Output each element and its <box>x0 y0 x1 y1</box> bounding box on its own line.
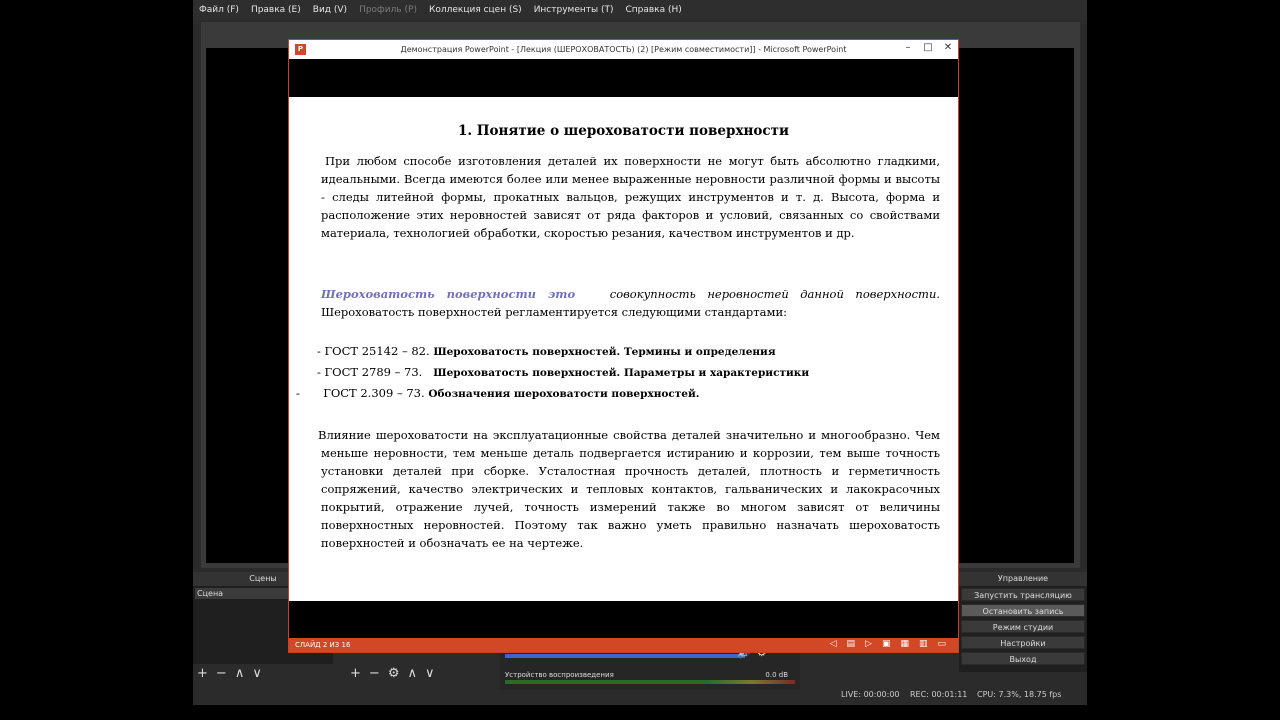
scenes-dock-title: Сцены <box>193 572 333 586</box>
slide-letterbox-bottom <box>289 601 958 638</box>
gost-number: ГОСТ 2.309 – 73. <box>323 386 425 400</box>
menu-scene-collection[interactable]: Коллекция сцен (S) <box>428 5 522 15</box>
paragraph-intro: При любом способе изготовления деталей их поверхности не могут быть абсолютно гладкими, идеальными. Всегда имеются более или менее выраженные неровности различной формы и высоты - следы литейной формы, прокатных вальцов, режущих инструментов и т. д. Высота, форма и расположение этих неровностей зависят от ряда факторов и условий, связанных со свойствами материала, технологией обработки, скоростью резания, качеством инструментов и др. <box>321 154 940 240</box>
paragraph-definition <box>321 285 940 321</box>
scene-list-item[interactable]: Сцена <box>195 588 331 599</box>
ppt-window-title: Демонстрация PowerPoint - [Лекция (ШЕРОХОВАТОСТЬ) (2) [Режим совместимости]] - Microsoft PowerPoint <box>400 45 847 54</box>
menu-tools[interactable]: Инструменты (T) <box>533 5 614 15</box>
slide-counter: СЛАЙД 2 ИЗ 16 <box>295 641 351 649</box>
slide-title: 1. Понятие о шероховатости поверхности <box>458 123 789 139</box>
gost-name: Шероховатость поверхностей. Параметры и характеристики <box>433 367 810 379</box>
volume-slider[interactable] <box>505 654 745 658</box>
audio-meter <box>505 680 795 684</box>
controls-dock <box>959 572 1087 672</box>
close-icon[interactable]: ✕ <box>943 42 953 53</box>
studio-mode-button[interactable]: Режим студии <box>961 620 1085 633</box>
powerpoint-window <box>288 39 959 653</box>
normal-view-icon[interactable]: ▣ <box>881 639 891 649</box>
exit-button[interactable]: Выход <box>961 652 1085 665</box>
minus-icon[interactable]: − <box>215 666 227 681</box>
slide-letterbox-top <box>289 59 958 97</box>
powerpoint-icon: P <box>295 44 306 55</box>
scenes-toolbar <box>197 666 262 681</box>
gost-item <box>317 365 809 379</box>
term-roughness: Шероховатость поверхности это <box>321 287 576 301</box>
cpu-fps: CPU: 7.3%, 18.75 fps <box>977 690 1062 699</box>
chevron-up-icon[interactable]: ∧ <box>234 666 245 681</box>
notes-icon[interactable]: ▤ <box>846 639 856 649</box>
menu-edit[interactable]: Правка (E) <box>250 5 301 15</box>
ppt-statusbar <box>289 638 958 652</box>
menu-file[interactable]: Файл (F) <box>199 5 239 15</box>
rec-time: REC: 00:01:11 <box>910 690 968 699</box>
obs-statusbar <box>193 688 1087 702</box>
sources-toolbar <box>350 666 435 681</box>
stop-recording-button[interactable]: Остановить запись <box>961 604 1085 617</box>
controls-dock-title: Управление <box>959 572 1087 586</box>
slideshow-icon[interactable]: ▭ <box>937 639 946 649</box>
gost-number: - ГОСТ 2789 – 73. <box>317 365 423 379</box>
menu-view[interactable]: Вид (V) <box>312 5 348 15</box>
term-definition: совокупность неровностей данной поверхности. <box>609 287 941 301</box>
ppt-titlebar <box>289 40 958 59</box>
minimize-icon[interactable]: – <box>905 42 911 53</box>
gost-item <box>317 344 776 358</box>
menu-profile[interactable]: Профиль (P) <box>359 5 417 15</box>
obs-menubar <box>193 0 1087 20</box>
gear-icon[interactable]: ⚙ <box>387 666 400 681</box>
minus-icon[interactable]: − <box>368 666 380 681</box>
menu-help[interactable]: Справка (H) <box>625 5 682 15</box>
gost-number: - ГОСТ 25142 – 82. <box>317 344 430 358</box>
maximize-icon[interactable]: □ <box>923 42 933 53</box>
definition-rest: Шероховатость поверхностей регламентируется следующими стандартами: <box>321 305 787 319</box>
slide[interactable] <box>289 97 958 601</box>
plus-icon[interactable]: + <box>350 666 361 681</box>
gost-name: Обозначения шероховатости поверхностей. <box>428 388 700 400</box>
live-time: LIVE: 00:00:00 <box>841 690 900 699</box>
mixer-db-value: 0.0 dB <box>765 671 788 679</box>
chevron-up-icon[interactable]: ∧ <box>407 666 417 681</box>
gost-name: Шероховатость поверхностей. Термины и определения <box>433 346 776 358</box>
reading-view-icon[interactable]: ▥ <box>918 639 928 649</box>
slide-sorter-icon[interactable]: ▦ <box>900 639 909 649</box>
mixer-device-label: Устройство воспроизведения <box>505 671 614 679</box>
gost-item <box>296 386 699 400</box>
slideshow-controls <box>830 639 946 649</box>
gost-dash: - <box>296 386 300 400</box>
next-slide-icon[interactable]: ▷ <box>865 639 872 649</box>
chevron-down-icon[interactable]: ∨ <box>424 666 435 681</box>
previous-slide-icon[interactable]: ◁ <box>829 639 837 649</box>
start-streaming-button[interactable]: Запустить трансляцию <box>961 588 1085 601</box>
settings-button[interactable]: Настройки <box>961 636 1085 649</box>
plus-icon[interactable]: + <box>197 666 208 681</box>
chevron-down-icon[interactable]: ∨ <box>252 666 262 681</box>
paragraph-influence: Влияние шероховатости на эксплуатационные свойства деталей значительно и многообразно. Чем меньше неровности, тем меньше деталь подвергается истиранию и коррозии, тем выше точность установки деталей при сборке. Усталостная прочность деталей, плотность и герметичность сопряжений, качество электрических и тепловых контактов, гальванических и лакокрасочных покрытий, отражение лучей, точность измерений также во многом зависят от величины поверхностных неровностей. Поэтому так важно уметь правильно назначать шероховатость поверхностей и обозначать ее на чертеже. <box>318 428 940 550</box>
